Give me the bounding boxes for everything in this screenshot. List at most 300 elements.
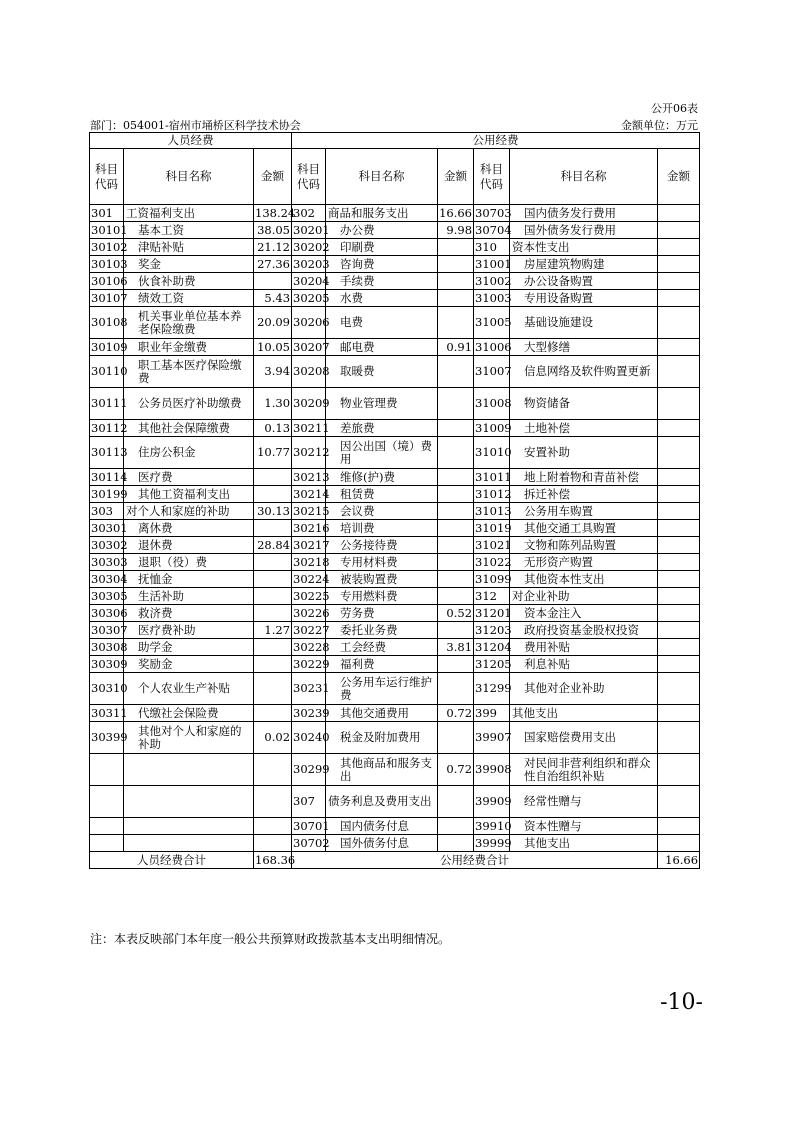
amount-public-a	[438, 239, 474, 256]
name-public-b: 其他对企业补助	[510, 673, 658, 705]
amount-public-a: 3.81	[438, 639, 474, 656]
amount-personnel	[254, 605, 292, 622]
table-row	[90, 622, 700, 639]
name-public-b: 资本金注入	[510, 605, 658, 622]
name-personnel: 代缴社会保险费	[124, 705, 254, 722]
name-personnel: 救济费	[124, 605, 254, 622]
code-public-b: 310	[474, 239, 510, 256]
amount-public-a	[438, 554, 474, 571]
name-personnel: 绩效工资	[124, 290, 254, 307]
amount-public-b	[658, 239, 700, 256]
code-public-a: 302	[292, 205, 326, 222]
amount-public-a	[438, 356, 474, 388]
col-code: 科目 代码	[90, 149, 124, 205]
code-public-b: 31003	[475, 290, 512, 305]
code-personnel: 30102	[91, 239, 128, 254]
code-personnel: 30113	[90, 437, 124, 469]
code-public-a: 30228	[293, 639, 330, 654]
amount-personnel: 1.27	[254, 622, 292, 639]
name-personnel: 其他工资福利支出	[124, 486, 254, 503]
amount-public-b	[658, 639, 700, 656]
name-public-a: 会议费	[326, 503, 438, 520]
amount-public-a: 16.66	[439, 205, 473, 220]
name-personnel: 奖励金	[124, 656, 254, 673]
code-public-b: 31201	[475, 605, 512, 620]
code-public-b: 30703	[475, 205, 512, 220]
table-row	[90, 818, 700, 835]
name-public-b: 房屋建筑物购建	[510, 256, 658, 273]
table-row	[90, 520, 700, 537]
code-public-b: 31299	[474, 673, 510, 705]
amount-personnel	[254, 520, 292, 537]
code-public-a: 30239	[293, 705, 330, 720]
table-row	[90, 786, 700, 818]
name-public-b: 基础设施建设	[510, 307, 658, 339]
code-public-a: 30701	[293, 818, 330, 833]
name-public-b: 安置补助	[510, 437, 658, 469]
code-personnel: 30108	[90, 307, 124, 339]
code-personnel: 30112	[91, 420, 128, 435]
code-public-b: 39909	[474, 786, 510, 818]
amount-public-b	[658, 503, 700, 520]
code-public-b: 312	[474, 588, 510, 605]
code-personnel: 30302	[91, 537, 128, 552]
table-row	[90, 356, 700, 388]
amount-public-a	[438, 786, 474, 818]
name-public-b: 公务用车购置	[510, 503, 658, 520]
page-number: -10-	[660, 990, 703, 1015]
amount-public-a	[438, 537, 474, 554]
col-amount: 金额	[658, 149, 700, 205]
amount-personnel	[254, 818, 292, 835]
table-row	[90, 437, 700, 469]
table-row	[90, 388, 700, 420]
code-public-a: 30204	[293, 273, 330, 288]
amount-public-b	[658, 622, 700, 639]
name-personnel: 离休费	[124, 520, 254, 537]
name-public-b: 地上附着物和青苗补偿	[510, 469, 658, 486]
amount-public-b	[658, 420, 700, 437]
amount-public-b	[658, 554, 700, 571]
name-public-a: 办公费	[326, 222, 438, 239]
code-personnel: 30107	[91, 290, 128, 305]
code-public-b: 31010	[474, 437, 510, 469]
code-public-a: 30211	[293, 420, 330, 435]
amount-personnel: 1.30	[254, 388, 292, 420]
amount-public-a	[438, 818, 474, 835]
name-personnel: 对个人和家庭的补助	[124, 503, 254, 520]
name-public-b: 对企业补助	[510, 588, 658, 605]
amount-public-b	[658, 786, 700, 818]
name-public-a: 咨询费	[326, 256, 438, 273]
code-public-a: 30227	[293, 622, 330, 637]
table-row	[90, 588, 700, 605]
code-public-b: 31203	[475, 622, 512, 637]
code-public-a: 30218	[293, 554, 330, 569]
table-row	[90, 205, 700, 222]
name-personnel: 公务员医疗补助缴费	[124, 388, 254, 420]
name-personnel: 其他社会保障缴费	[124, 420, 254, 437]
code-public-a: 30205	[293, 290, 330, 305]
code-personnel	[90, 818, 124, 835]
amount-public-b	[658, 469, 700, 486]
amount-personnel	[254, 571, 292, 588]
amount-public-b	[658, 705, 700, 722]
name-personnel: 医疗费补助	[124, 622, 254, 639]
name-public-b: 大型修缮	[510, 339, 658, 356]
name-public-a: 差旅费	[326, 420, 438, 437]
table-row	[90, 290, 700, 307]
name-personnel: 机关事业单位基本养老保险缴费	[124, 307, 254, 339]
name-public-b: 拆迁补偿	[510, 486, 658, 503]
code-public-a: 30203	[293, 256, 330, 271]
name-personnel: 工资福利支出	[124, 205, 254, 222]
table-row	[90, 420, 700, 437]
code-public-b: 31008	[474, 388, 510, 420]
amount-public-b	[658, 273, 700, 290]
code-personnel	[90, 754, 124, 786]
amount-public-b	[658, 835, 700, 852]
name-personnel: 奖金	[124, 256, 254, 273]
table-row	[90, 554, 700, 571]
name-personnel: 个人农业生产补贴	[124, 673, 254, 705]
name-public-b: 其他资本性支出	[510, 571, 658, 588]
table-row	[90, 537, 700, 554]
table-row	[90, 239, 700, 256]
code-public-b: 31002	[475, 273, 512, 288]
name-public-a: 公务接待费	[326, 537, 438, 554]
code-public-a: 30702	[293, 835, 330, 850]
name-public-a: 租赁费	[326, 486, 438, 503]
code-public-a: 30206	[292, 307, 326, 339]
name-public-a: 因公出国（境）费用	[326, 437, 438, 469]
code-public-b: 39910	[475, 818, 512, 833]
amount-public-a	[438, 722, 474, 754]
amount-personnel	[254, 754, 292, 786]
amount-public-b	[658, 588, 700, 605]
table-row	[90, 722, 700, 754]
name-public-b: 其他交通工具购置	[510, 520, 658, 537]
name-public-a: 印刷费	[326, 239, 438, 256]
group-header-row	[90, 133, 700, 149]
code-public-a: 30226	[293, 605, 330, 620]
code-public-b: 31001	[475, 256, 512, 271]
amount-public-a	[438, 656, 474, 673]
amount-public-a: 0.91	[438, 339, 474, 356]
code-personnel	[90, 835, 124, 852]
expenditure-table	[89, 132, 700, 869]
name-personnel	[124, 818, 254, 835]
amount-public-a	[438, 503, 474, 520]
amount-public-a	[438, 420, 474, 437]
name-personnel	[124, 835, 254, 852]
amount-personnel	[254, 656, 292, 673]
name-public-a: 电费	[326, 307, 438, 339]
amount-public-b	[658, 656, 700, 673]
name-public-b: 对民间非营利组织和群众性自治组织补贴	[510, 754, 658, 786]
amount-personnel	[254, 639, 292, 656]
amount-public-a	[438, 571, 474, 588]
name-public-b: 文物和陈列品购置	[510, 537, 658, 554]
name-personnel: 津贴补贴	[124, 239, 254, 256]
name-public-b: 资本性支出	[510, 239, 658, 256]
code-public-a: 30201	[293, 222, 330, 237]
col-code: 科目 代码	[292, 149, 326, 205]
code-public-a: 30212	[292, 437, 326, 469]
code-public-b: 39999	[475, 835, 512, 850]
name-personnel	[124, 754, 254, 786]
amount-personnel	[254, 469, 292, 486]
code-public-b: 31006	[475, 339, 512, 354]
table-row	[90, 307, 700, 339]
amount-personnel	[254, 835, 292, 852]
code-personnel: 30304	[91, 571, 128, 586]
amount-personnel: 27.36	[254, 256, 292, 273]
amount-personnel	[254, 554, 292, 571]
code-public-b: 399	[474, 705, 510, 722]
name-public-b: 国外债务发行费用	[510, 222, 658, 239]
name-public-a: 税金及附加费用	[326, 722, 438, 754]
col-name: 科目名称	[326, 149, 438, 205]
total-personnel-label: 人员经费合计	[90, 852, 254, 869]
code-public-b: 31005	[474, 307, 510, 339]
amount-personnel: 28.84	[254, 537, 292, 554]
amount-public-b	[658, 537, 700, 554]
name-public-b: 土地补偿	[510, 420, 658, 437]
name-public-a: 培训费	[326, 520, 438, 537]
code-personnel: 30307	[91, 622, 128, 637]
code-public-a: 30216	[293, 520, 330, 535]
amount-public-a	[438, 486, 474, 503]
name-personnel: 伙食补助费	[124, 273, 254, 290]
code-public-b: 39908	[474, 754, 510, 786]
code-public-a: 30214	[293, 486, 330, 501]
name-public-b: 办公设备购置	[510, 273, 658, 290]
table-row	[90, 673, 700, 705]
name-public-b: 专用设备购置	[510, 290, 658, 307]
table-row	[90, 835, 700, 852]
name-public-a: 专用材料费	[326, 554, 438, 571]
name-public-a: 债务利息及费用支出	[326, 786, 438, 818]
amount-public-a	[438, 388, 474, 420]
amount-public-a	[438, 588, 474, 605]
code-public-a: 30231	[292, 673, 326, 705]
amount-public-a	[438, 437, 474, 469]
amount-unit-label: 金额单位：万元	[621, 119, 698, 132]
name-public-b: 经常性赠与	[510, 786, 658, 818]
name-personnel: 住房公积金	[124, 437, 254, 469]
amount-public-a	[438, 622, 474, 639]
amount-public-a: 9.98	[438, 222, 474, 239]
code-public-b: 31012	[475, 486, 512, 501]
amount-personnel: 10.05	[254, 339, 292, 356]
total-public-label: 公用经费合计	[292, 852, 658, 869]
name-personnel: 基本工资	[124, 222, 254, 239]
table-row	[90, 339, 700, 356]
code-personnel: 30111	[90, 388, 124, 420]
table-row	[90, 256, 700, 273]
name-personnel: 职业年金缴费	[124, 339, 254, 356]
code-personnel: 30301	[91, 520, 128, 535]
table-row	[90, 639, 700, 656]
code-personnel: 30311	[91, 705, 128, 720]
name-public-a: 其他交通费用	[326, 705, 438, 722]
col-name: 科目名称	[510, 149, 658, 205]
form-number: 公开06表	[651, 102, 698, 115]
name-public-b: 其他支出	[510, 835, 658, 852]
table-row	[90, 222, 700, 239]
table-row	[90, 571, 700, 588]
amount-public-a: 0.52	[438, 605, 474, 622]
table-row	[90, 486, 700, 503]
amount-public-b	[658, 722, 700, 754]
amount-public-b	[658, 388, 700, 420]
name-personnel: 退职（役）费	[124, 554, 254, 571]
amount-personnel	[254, 588, 292, 605]
name-public-a: 取暖费	[326, 356, 438, 388]
amount-personnel: 10.77	[254, 437, 292, 469]
col-code: 科目 代码	[474, 149, 510, 205]
amount-public-a	[438, 290, 474, 307]
code-public-b: 39907	[474, 722, 510, 754]
amount-public-b	[658, 307, 700, 339]
amount-personnel: 30.13	[254, 503, 292, 520]
name-public-b: 政府投资基金股权投资	[510, 622, 658, 639]
code-personnel	[90, 786, 124, 818]
code-public-b: 31204	[475, 639, 512, 654]
code-public-a: 30225	[293, 588, 330, 603]
code-personnel: 30306	[91, 605, 128, 620]
name-public-a: 维修(护)费	[326, 469, 438, 486]
amount-public-b	[658, 486, 700, 503]
code-public-b: 31099	[475, 571, 512, 586]
name-public-a: 其他商品和服务支出	[326, 754, 438, 786]
code-personnel: 303	[90, 503, 124, 520]
name-personnel: 职工基本医疗保险缴费	[124, 356, 254, 388]
code-public-b: 31009	[475, 420, 512, 435]
amount-public-a: 0.72	[438, 705, 474, 722]
code-personnel: 30305	[91, 588, 128, 603]
table-row	[90, 469, 700, 486]
amount-public-a	[438, 256, 474, 273]
name-public-a: 商品和服务支出	[326, 205, 438, 222]
code-public-b: 31021	[475, 537, 512, 552]
code-public-b: 31205	[475, 656, 512, 671]
name-public-a: 专用燃料费	[326, 588, 438, 605]
name-personnel: 退休费	[124, 537, 254, 554]
amount-personnel: 138.24	[255, 205, 296, 220]
name-public-a: 劳务费	[326, 605, 438, 622]
name-personnel	[124, 786, 254, 818]
amount-public-a	[438, 673, 474, 705]
department-label: 部门：054001-宿州市埇桥区科学技术协会	[90, 119, 301, 132]
table-row	[90, 273, 700, 290]
code-personnel: 30310	[90, 673, 124, 705]
amount-public-b	[658, 571, 700, 588]
code-personnel: 30308	[91, 639, 128, 654]
amount-public-a	[438, 835, 474, 852]
amount-public-b	[658, 256, 700, 273]
code-public-a: 30208	[292, 356, 326, 388]
amount-public-a	[438, 307, 474, 339]
code-personnel: 30109	[91, 339, 128, 354]
code-public-a: 30215	[293, 503, 330, 518]
name-public-a: 邮电费	[326, 339, 438, 356]
code-personnel: 30399	[90, 722, 124, 754]
amount-public-b	[658, 605, 700, 622]
name-public-b: 物资储备	[510, 388, 658, 420]
table-row	[90, 605, 700, 622]
code-personnel: 30101	[91, 222, 128, 237]
name-personnel: 医疗费	[124, 469, 254, 486]
name-public-b: 费用补贴	[510, 639, 658, 656]
amount-public-b	[658, 520, 700, 537]
code-personnel: 30110	[90, 356, 124, 388]
code-personnel: 30103	[91, 256, 128, 271]
amount-public-b	[658, 437, 700, 469]
code-public-a: 30213	[293, 469, 330, 484]
code-public-b: 31019	[475, 520, 512, 535]
amount-personnel	[254, 673, 292, 705]
code-public-b: 31007	[474, 356, 510, 388]
amount-public-b	[658, 205, 700, 222]
code-public-a: 30240	[292, 722, 326, 754]
code-public-a: 307	[292, 786, 326, 818]
name-public-b: 无形资产购置	[510, 554, 658, 571]
name-public-a: 水费	[326, 290, 438, 307]
code-public-a: 30224	[293, 571, 330, 586]
amount-public-a	[438, 520, 474, 537]
code-public-b: 31011	[475, 469, 512, 484]
code-public-a: 30207	[293, 339, 330, 354]
amount-public-b	[658, 222, 700, 239]
amount-public-b	[658, 339, 700, 356]
name-public-a: 公务用车运行维护费	[326, 673, 438, 705]
name-personnel: 抚恤金	[124, 571, 254, 588]
col-amount: 金额	[254, 149, 292, 205]
name-personnel: 生活补助	[124, 588, 254, 605]
amount-public-b	[658, 356, 700, 388]
name-public-a: 手续费	[326, 273, 438, 290]
amount-public-b	[658, 290, 700, 307]
amount-public-a	[438, 273, 474, 290]
name-public-b: 信息网络及软件购置更新	[510, 356, 658, 388]
table-row	[90, 656, 700, 673]
amount-personnel	[254, 705, 292, 722]
amount-public-a: 0.72	[438, 754, 474, 786]
total-public-amount: 16.66	[658, 852, 700, 869]
name-public-b: 国内债务发行费用	[510, 205, 658, 222]
name-personnel: 其他对个人和家庭的补助	[124, 722, 254, 754]
name-public-b: 资本性赠与	[510, 818, 658, 835]
col-amount: 金额	[438, 149, 474, 205]
column-header-row	[90, 149, 700, 205]
group-public: 公用经费	[292, 133, 700, 149]
name-public-b: 其他支出	[510, 705, 658, 722]
code-public-b: 31022	[475, 554, 512, 569]
name-public-b: 国家赔偿费用支出	[510, 722, 658, 754]
footnote: 注：本表反映部门本年度一般公共预算财政拨款基本支出明细情况。	[90, 932, 451, 946]
name-public-b: 利息补贴	[510, 656, 658, 673]
name-public-a: 委托业务费	[326, 622, 438, 639]
amount-personnel: 0.13	[254, 420, 292, 437]
code-public-a: 30299	[292, 754, 326, 786]
code-personnel: 30303	[91, 554, 128, 569]
code-personnel: 30106	[91, 273, 128, 288]
name-public-a: 被装购置费	[326, 571, 438, 588]
code-personnel: 30199	[91, 486, 128, 501]
total-row	[90, 852, 700, 869]
